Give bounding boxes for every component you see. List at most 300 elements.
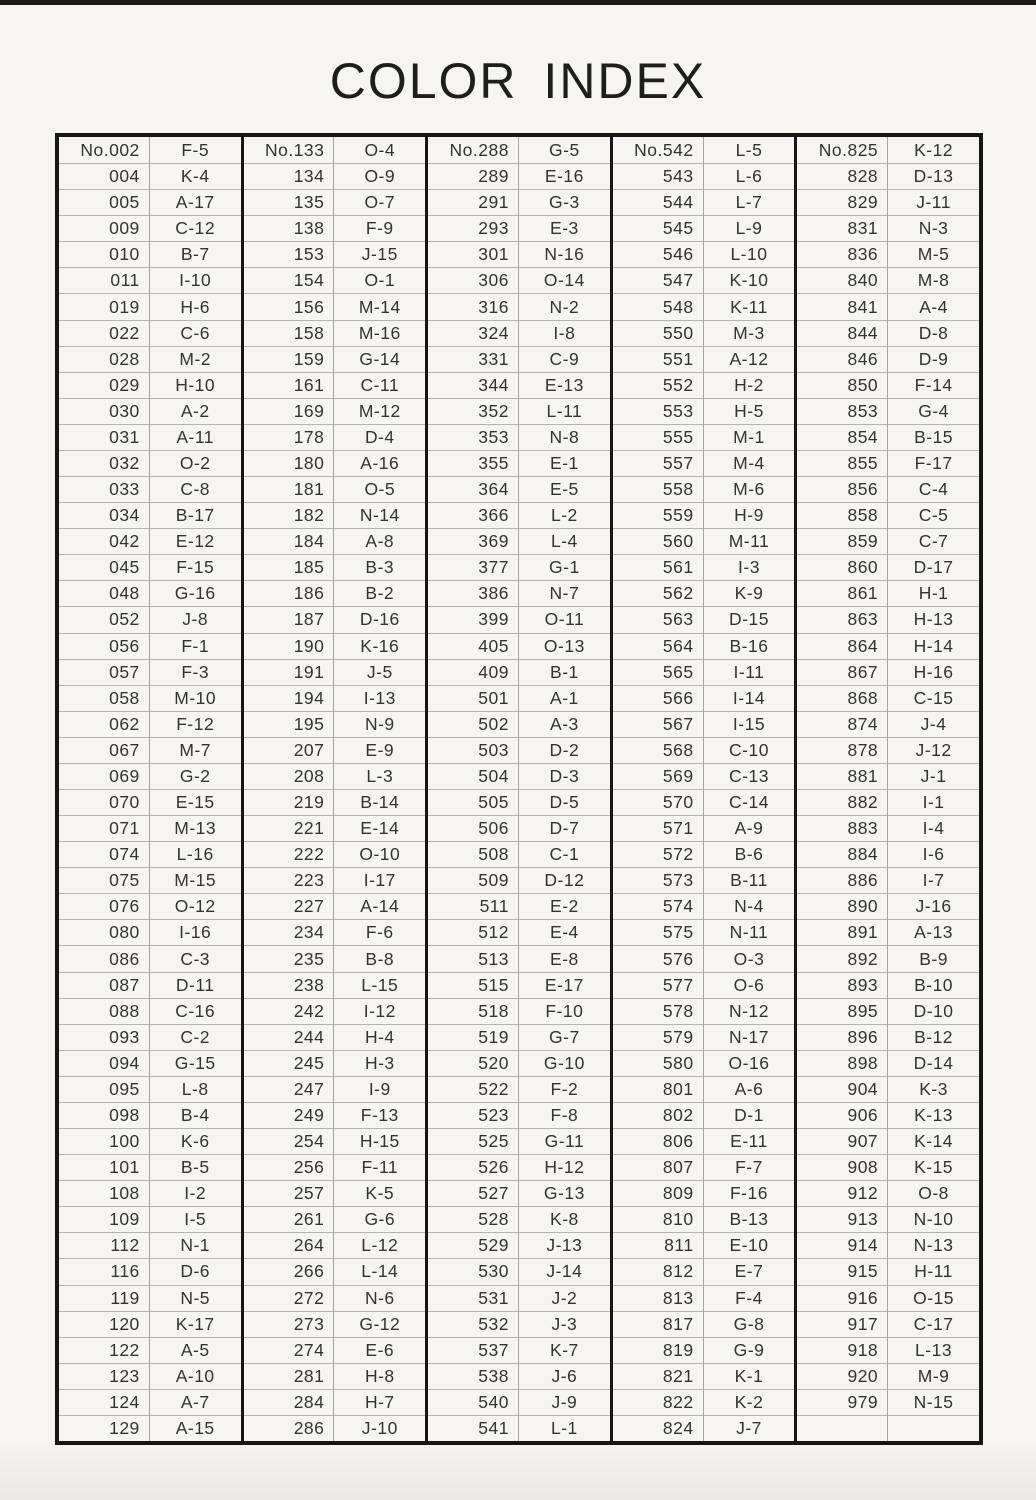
index-code-cell: E-15 [150, 789, 241, 815]
index-number-cell: 191 [244, 659, 335, 685]
index-code-cell: K-3 [888, 1076, 979, 1102]
index-number-cell: 557 [613, 450, 704, 476]
index-number-cell: 863 [797, 606, 888, 632]
index-number-cell: 261 [244, 1206, 335, 1232]
index-number-cell: 291 [428, 189, 519, 215]
index-code-cell: O-1 [334, 267, 425, 293]
index-code-cell: A-14 [334, 893, 425, 919]
index-number-cell: 190 [244, 633, 335, 659]
index-code-cell: D-10 [888, 998, 979, 1024]
index-number-cell: 569 [613, 763, 704, 789]
index-code-cell: G-7 [519, 1024, 610, 1050]
index-number-cell: 409 [428, 659, 519, 685]
index-number-cell: 116 [59, 1258, 150, 1284]
index-number-cell: 515 [428, 972, 519, 998]
index-number-cell: 579 [613, 1024, 704, 1050]
scan-shade-artifact [0, 1440, 1036, 1500]
index-code-cell: D-13 [888, 163, 979, 189]
index-code-cell: M-4 [704, 450, 795, 476]
index-number-cell: 004 [59, 163, 150, 189]
index-number-cell: 853 [797, 398, 888, 424]
index-number-cell: 242 [244, 998, 335, 1024]
index-number-cell: 377 [428, 554, 519, 580]
index-number-cell: 030 [59, 398, 150, 424]
index-number-cell: 574 [613, 893, 704, 919]
index-number-cell: 906 [797, 1102, 888, 1128]
index-code-cell: B-11 [704, 867, 795, 893]
index-number-cell: 062 [59, 711, 150, 737]
index-number-cell: 566 [613, 685, 704, 711]
index-code-cell: F-1 [150, 633, 241, 659]
index-code-cell: L-13 [888, 1337, 979, 1363]
index-code-cell: N-14 [334, 502, 425, 528]
index-code-cell: I-13 [334, 685, 425, 711]
index-code-cell: C-16 [150, 998, 241, 1024]
index-code-cell: N-6 [334, 1285, 425, 1311]
index-number-cell: 550 [613, 320, 704, 346]
index-number-cell: 840 [797, 267, 888, 293]
index-number-cell: 120 [59, 1311, 150, 1337]
index-number-cell: 506 [428, 815, 519, 841]
index-number-cell: 088 [59, 998, 150, 1024]
index-code-cell: O-11 [519, 606, 610, 632]
color-index-table [55, 133, 983, 1445]
index-code-cell: I-17 [334, 867, 425, 893]
index-code-cell: F-16 [704, 1180, 795, 1206]
index-code-cell: C-1 [519, 841, 610, 867]
index-code-cell: L-5 [735, 139, 763, 160]
index-code-cell: I-16 [150, 919, 241, 945]
index-number-cell: 086 [59, 945, 150, 971]
index-number-cell: 119 [59, 1285, 150, 1311]
index-code-cell: D-8 [888, 320, 979, 346]
index-code-cell: J-9 [519, 1389, 610, 1415]
index-number-cell: 883 [797, 815, 888, 841]
index-code-cell: I-1 [888, 789, 979, 815]
index-number-cell: 547 [613, 267, 704, 293]
table-column-group [425, 137, 610, 1441]
index-number-cell: 860 [797, 554, 888, 580]
index-code-cell: L-16 [150, 841, 241, 867]
index-code-cell: E-4 [519, 919, 610, 945]
index-code-cell: M-13 [150, 815, 241, 841]
index-number-cell: 159 [244, 346, 335, 372]
index-number-cell: 227 [244, 893, 335, 919]
index-code-cell: A-3 [519, 711, 610, 737]
index-code-cell: A-5 [150, 1337, 241, 1363]
index-number-cell: 052 [59, 606, 150, 632]
index-number-cell: 913 [797, 1206, 888, 1232]
index-number-cell: 559 [613, 502, 704, 528]
index-number-cell: 186 [244, 580, 335, 606]
index-number-cell: 247 [244, 1076, 335, 1102]
index-number-cell: 861 [797, 580, 888, 606]
index-code-cell: F-9 [334, 215, 425, 241]
index-number-cell: 034 [59, 502, 150, 528]
index-number-cell: 108 [59, 1180, 150, 1206]
index-code-cell: B-15 [888, 424, 979, 450]
table-column-group [59, 137, 241, 1441]
index-number-cell: 324 [428, 320, 519, 346]
index-number-cell: 555 [613, 424, 704, 450]
index-number-cell: 071 [59, 815, 150, 841]
index-code-cell: B-16 [704, 633, 795, 659]
index-code-cell: I-4 [888, 815, 979, 841]
index-code-cell: L-6 [704, 163, 795, 189]
index-number-cell: 178 [244, 424, 335, 450]
index-number-cell: 169 [244, 398, 335, 424]
index-code-cell: O-8 [888, 1180, 979, 1206]
index-number-cell: 532 [428, 1311, 519, 1337]
table-column-group [610, 137, 795, 1441]
index-code-cell: M-9 [888, 1363, 979, 1389]
index-number-cell: 364 [428, 476, 519, 502]
index-number-cell: 893 [797, 972, 888, 998]
index-number-cell: 568 [613, 737, 704, 763]
index-number-cell: 580 [613, 1050, 704, 1076]
index-number-cell: 045 [59, 554, 150, 580]
index-number-cell: 850 [797, 372, 888, 398]
index-number-cell: 284 [244, 1389, 335, 1415]
index-number-cell: 123 [59, 1363, 150, 1389]
index-number-cell: 543 [613, 163, 704, 189]
index-code-cell: C-3 [150, 945, 241, 971]
index-number-cell: 221 [244, 815, 335, 841]
index-number-cell: 353 [428, 424, 519, 450]
index-code-cell: K-17 [150, 1311, 241, 1337]
index-code-cell: D-1 [704, 1102, 795, 1128]
index-number-cell: 575 [613, 919, 704, 945]
index-code-cell: A-6 [704, 1076, 795, 1102]
index-code-cell: F-17 [888, 450, 979, 476]
index-code-cell: G-15 [150, 1050, 241, 1076]
index-code-cell: C-4 [888, 476, 979, 502]
index-code-cell: O-2 [150, 450, 241, 476]
index-number-cell: 895 [797, 998, 888, 1024]
index-code-cell: H-7 [334, 1389, 425, 1415]
index-code-cell: M-16 [334, 320, 425, 346]
index-code-cell: O-16 [704, 1050, 795, 1076]
index-code-cell: K-10 [704, 267, 795, 293]
index-code-cell: K-6 [150, 1128, 241, 1154]
index-number-cell: 916 [797, 1285, 888, 1311]
index-code-cell: H-5 [704, 398, 795, 424]
index-code-cell: K-12 [914, 139, 954, 160]
index-number-cell: 009 [59, 215, 150, 241]
index-code-cell: O-9 [334, 163, 425, 189]
index-code-cell: L-11 [519, 398, 610, 424]
index-code-cell: C-6 [150, 320, 241, 346]
index-number-cell: 011 [59, 267, 150, 293]
index-code-cell: C-7 [888, 528, 979, 554]
index-code-cell: O-7 [334, 189, 425, 215]
index-code-cell: N-16 [519, 241, 610, 267]
index-number-cell: 809 [613, 1180, 704, 1206]
index-code-cell: I-15 [704, 711, 795, 737]
index-number-cell: 235 [244, 945, 335, 971]
index-code-cell: G-3 [519, 189, 610, 215]
index-code-cell: A-10 [150, 1363, 241, 1389]
index-code-cell: O-4 [364, 139, 396, 160]
index-number-cell: 578 [613, 998, 704, 1024]
index-number-cell: 094 [59, 1050, 150, 1076]
index-code-cell: M-1 [704, 424, 795, 450]
index-number-cell: 369 [428, 528, 519, 554]
index-code-cell: F-15 [150, 554, 241, 580]
index-number-cell: 286 [244, 1415, 335, 1441]
index-code-cell: K-13 [888, 1102, 979, 1128]
index-code-cell: M-6 [704, 476, 795, 502]
index-code-cell: N-4 [704, 893, 795, 919]
index-number-cell: 048 [59, 580, 150, 606]
index-code-cell: I-12 [334, 998, 425, 1024]
index-number-cell: 881 [797, 763, 888, 789]
index-number-cell: 558 [613, 476, 704, 502]
index-code-cell: M-10 [150, 685, 241, 711]
index-code-cell: N-12 [704, 998, 795, 1024]
index-code-cell: J-5 [334, 659, 425, 685]
index-number-cell: 057 [59, 659, 150, 685]
index-number-cell: 540 [428, 1389, 519, 1415]
index-code-cell: D-14 [888, 1050, 979, 1076]
index-code-cell: E-10 [704, 1232, 795, 1258]
index-code-cell: D-12 [519, 867, 610, 893]
index-number-cell: 256 [244, 1154, 335, 1180]
index-code-cell: M-15 [150, 867, 241, 893]
index-number-cell: 576 [613, 945, 704, 971]
index-code-cell: K-7 [519, 1337, 610, 1363]
index-code-cell: M-12 [334, 398, 425, 424]
index-code-cell: O-14 [519, 267, 610, 293]
index-number-cell: 570 [613, 789, 704, 815]
index-number-cell: 344 [428, 372, 519, 398]
index-code-cell: C-8 [150, 476, 241, 502]
index-code-cell: L-1 [519, 1415, 610, 1441]
index-number-cell: 289 [428, 163, 519, 189]
index-number-cell: 069 [59, 763, 150, 789]
index-code-cell: B-2 [334, 580, 425, 606]
index-number-cell: 545 [613, 215, 704, 241]
index-code-cell: N-9 [334, 711, 425, 737]
index-code-cell: J-14 [519, 1258, 610, 1284]
index-code-cell: N-1 [150, 1232, 241, 1258]
table-column-group [794, 137, 979, 1441]
index-code-cell: J-8 [150, 606, 241, 632]
index-code-cell: A-4 [888, 293, 979, 319]
index-code-cell: K-14 [888, 1128, 979, 1154]
index-code-cell: J-4 [888, 711, 979, 737]
index-number-cell: 352 [428, 398, 519, 424]
index-number-cell: 138 [244, 215, 335, 241]
index-code-cell: N-5 [150, 1285, 241, 1311]
index-code-cell: M-7 [150, 737, 241, 763]
index-code-cell: K-16 [334, 633, 425, 659]
index-number-cell: 101 [59, 1154, 150, 1180]
index-code-cell: O-13 [519, 633, 610, 659]
index-number-cell: 868 [797, 685, 888, 711]
index-number-cell: 075 [59, 867, 150, 893]
index-number-cell: 505 [428, 789, 519, 815]
index-code-cell: G-16 [150, 580, 241, 606]
index-number-cell: 884 [797, 841, 888, 867]
index-number-cell: 180 [244, 450, 335, 476]
index-code-cell: N-13 [888, 1232, 979, 1258]
index-number-cell: 019 [59, 293, 150, 319]
index-code-cell: F-5 [181, 139, 210, 160]
index-number-cell: 056 [59, 633, 150, 659]
index-code-cell: K-5 [334, 1180, 425, 1206]
index-code-cell: I-9 [334, 1076, 425, 1102]
index-code-cell: D-4 [334, 424, 425, 450]
index-number-cell: 546 [613, 241, 704, 267]
index-code-cell: G-4 [888, 398, 979, 424]
index-number-cell: 029 [59, 372, 150, 398]
index-code-cell: H-16 [888, 659, 979, 685]
index-code-cell: I-5 [150, 1206, 241, 1232]
index-code-cell: K-2 [704, 1389, 795, 1415]
index-number-cell: 561 [613, 554, 704, 580]
index-number-cell: 829 [797, 189, 888, 215]
index-number-cell: 405 [428, 633, 519, 659]
index-number-cell: 301 [428, 241, 519, 267]
index-number-cell: 918 [797, 1337, 888, 1363]
index-number-cell: 366 [428, 502, 519, 528]
index-code-cell: I-8 [519, 320, 610, 346]
index-number-cell: 234 [244, 919, 335, 945]
index-number-cell: 293 [428, 215, 519, 241]
index-code-cell: G-2 [150, 763, 241, 789]
index-code-cell: B-1 [519, 659, 610, 685]
index-code-cell: I-2 [150, 1180, 241, 1206]
index-number-cell: 316 [428, 293, 519, 319]
index-code-cell: D-9 [888, 346, 979, 372]
index-number-cell: 846 [797, 346, 888, 372]
index-number-cell: 512 [428, 919, 519, 945]
index-number-cell: 562 [613, 580, 704, 606]
index-code-cell: J-11 [888, 189, 979, 215]
index-code-cell: A-12 [704, 346, 795, 372]
index-number-cell: 548 [613, 293, 704, 319]
index-number-cell: 912 [797, 1180, 888, 1206]
index-code-cell: H-9 [704, 502, 795, 528]
index-number-cell: 898 [797, 1050, 888, 1076]
index-code-cell: C-15 [888, 685, 979, 711]
index-code-cell: H-3 [334, 1050, 425, 1076]
index-code-cell: C-11 [334, 372, 425, 398]
index-number-cell: 032 [59, 450, 150, 476]
index-number-cell: 513 [428, 945, 519, 971]
index-number-cell: 093 [59, 1024, 150, 1050]
index-number-cell: 882 [797, 789, 888, 815]
index-number-cell: 184 [244, 528, 335, 554]
index-code-cell: B-9 [888, 945, 979, 971]
index-code-cell: J-7 [704, 1415, 795, 1441]
index-number-cell: 817 [613, 1311, 704, 1337]
index-number-cell: 098 [59, 1102, 150, 1128]
scan-edge-artifact [0, 0, 1036, 5]
index-number-cell: 577 [613, 972, 704, 998]
index-code-cell: D-11 [150, 972, 241, 998]
index-number-cell: 563 [613, 606, 704, 632]
index-code-cell: G-13 [519, 1180, 610, 1206]
index-number-cell: 518 [428, 998, 519, 1024]
index-code-cell: F-13 [334, 1102, 425, 1128]
index-code-cell: C-14 [704, 789, 795, 815]
index-code-cell: B-7 [150, 241, 241, 267]
index-number-cell: No.002 [59, 137, 150, 163]
index-code-cell: A-15 [150, 1415, 241, 1441]
index-number-cell: 511 [428, 893, 519, 919]
index-code-cell: E-1 [519, 450, 610, 476]
index-code-cell: H-10 [150, 372, 241, 398]
index-number-cell: 028 [59, 346, 150, 372]
index-number-cell: 544 [613, 189, 704, 215]
index-number-cell: 573 [613, 867, 704, 893]
index-code-cell: C-12 [150, 215, 241, 241]
index-code-cell: E-2 [519, 893, 610, 919]
index-number-cell: 864 [797, 633, 888, 659]
index-number-cell: 854 [797, 424, 888, 450]
index-code-cell: G-10 [519, 1050, 610, 1076]
index-code-cell: K-8 [519, 1206, 610, 1232]
index-number-cell: 238 [244, 972, 335, 998]
index-number-cell: 194 [244, 685, 335, 711]
index-number-cell: 266 [244, 1258, 335, 1284]
index-code-cell: J-15 [334, 241, 425, 267]
index-code-cell: G-5 [549, 139, 580, 160]
index-number-cell: 806 [613, 1128, 704, 1154]
index-code-cell: D-16 [334, 606, 425, 632]
index-number-cell: 502 [428, 711, 519, 737]
index-code-cell: A-7 [150, 1389, 241, 1415]
index-number-cell: 537 [428, 1337, 519, 1363]
index-code-cell: D-5 [519, 789, 610, 815]
index-number-cell: 908 [797, 1154, 888, 1180]
index-number-cell: 917 [797, 1311, 888, 1337]
index-number-cell: 010 [59, 241, 150, 267]
index-code-cell: E-12 [150, 528, 241, 554]
index-code-cell: L-7 [704, 189, 795, 215]
index-code-cell: L-9 [704, 215, 795, 241]
index-code-cell: G-11 [519, 1128, 610, 1154]
index-number-cell: 185 [244, 554, 335, 580]
index-number-cell: 819 [613, 1337, 704, 1363]
index-number-cell: 154 [244, 267, 335, 293]
index-code-cell: M-2 [150, 346, 241, 372]
index-number-cell: 058 [59, 685, 150, 711]
index-number-cell: 914 [797, 1232, 888, 1258]
index-number-cell: 844 [797, 320, 888, 346]
index-code-cell: J-3 [519, 1311, 610, 1337]
index-code-cell: N-7 [519, 580, 610, 606]
index-number-cell: 824 [613, 1415, 704, 1441]
index-code-cell: H-4 [334, 1024, 425, 1050]
index-code-cell: M-11 [704, 528, 795, 554]
index-code-cell: O-15 [888, 1285, 979, 1311]
index-number-cell: 245 [244, 1050, 335, 1076]
index-number-cell: 042 [59, 528, 150, 554]
index-number-cell: 074 [59, 841, 150, 867]
index-number-cell: 124 [59, 1389, 150, 1415]
index-number-cell: 249 [244, 1102, 335, 1128]
index-code-cell: E-5 [519, 476, 610, 502]
index-code-cell: J-10 [334, 1415, 425, 1441]
index-number-cell: 158 [244, 320, 335, 346]
index-code-cell: O-10 [334, 841, 425, 867]
index-code-cell: H-6 [150, 293, 241, 319]
index-number-cell: 531 [428, 1285, 519, 1311]
index-code-cell: E-13 [519, 372, 610, 398]
